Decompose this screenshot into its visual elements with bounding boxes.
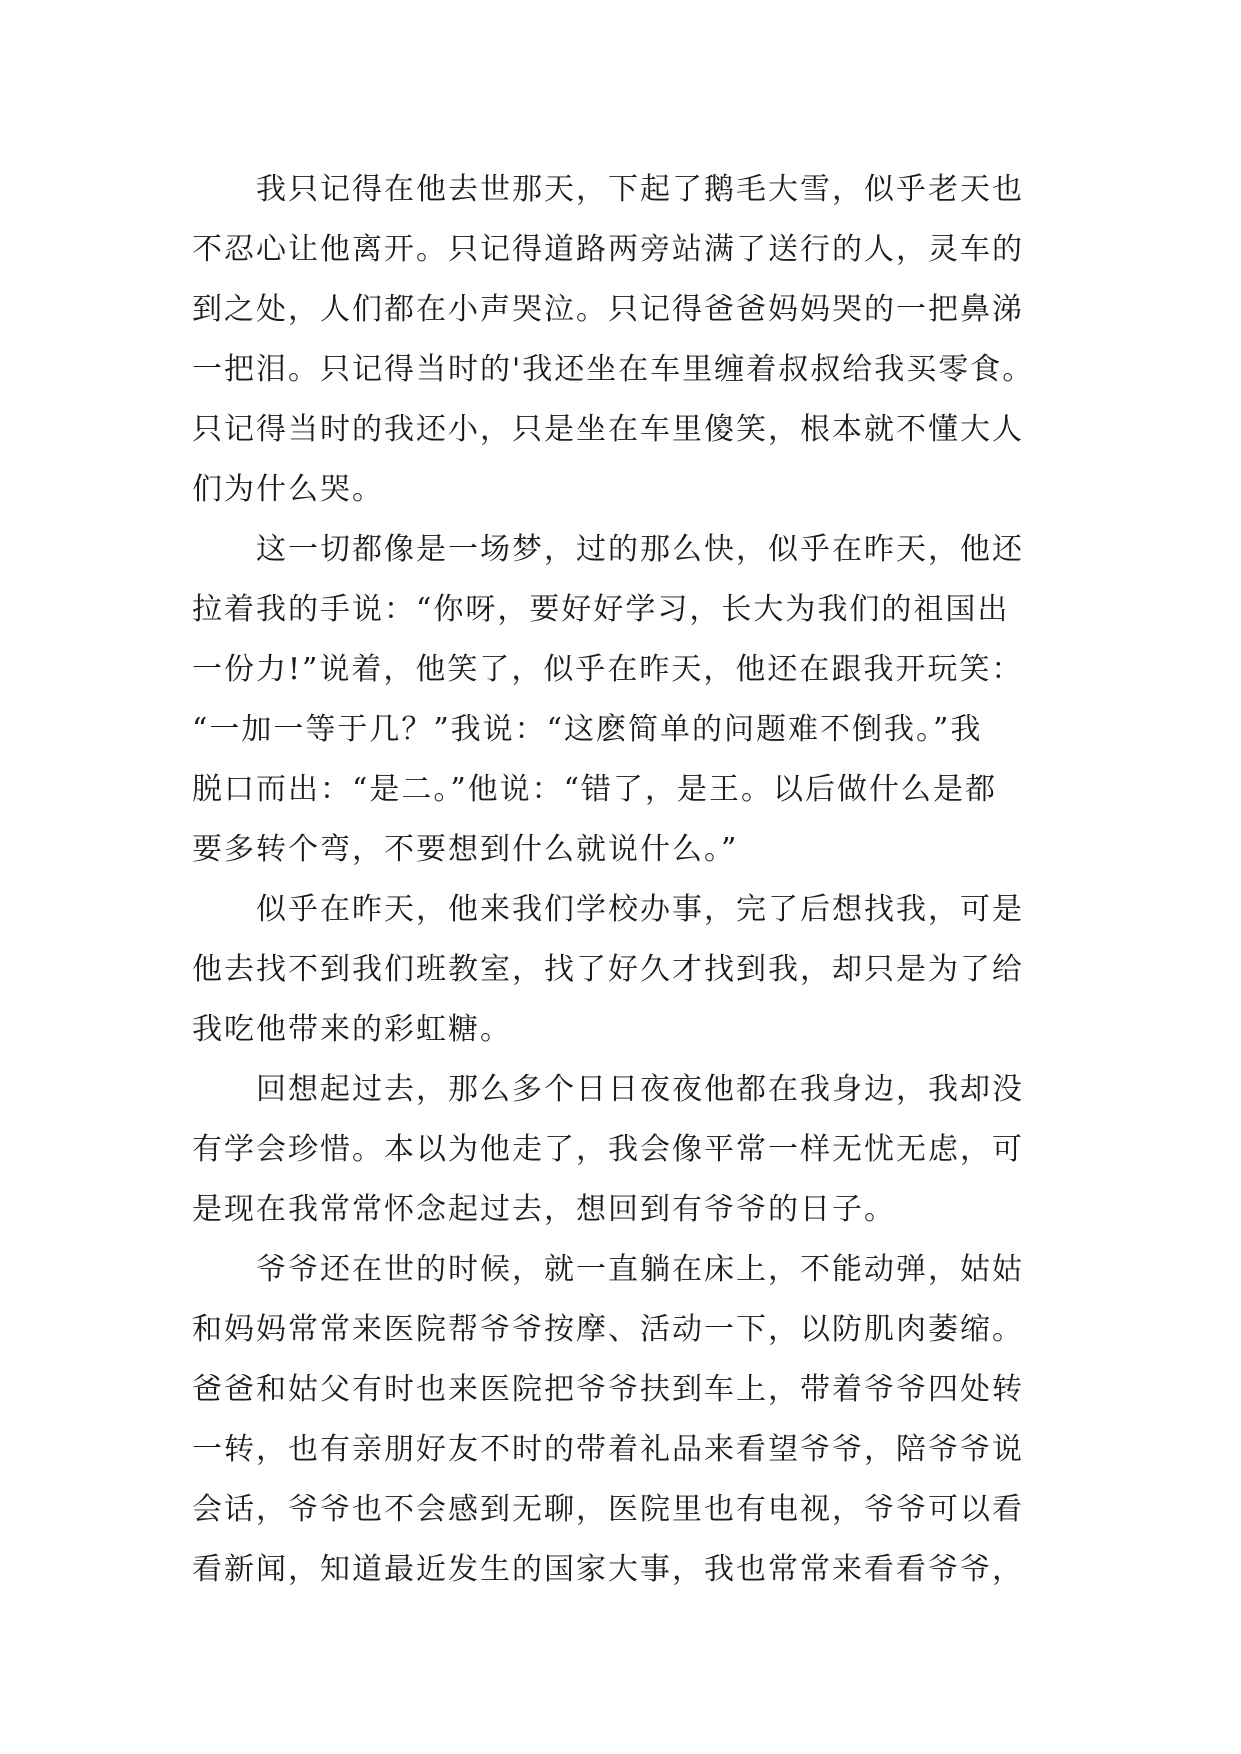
text-line: 不忍心让他离开。只记得道路两旁站满了送行的人，灵车的 (192, 232, 1024, 267)
body-text (192, 160, 1092, 1600)
text-line: 会话，爷爷也不会感到无聊，医院里也有电视，爷爷可以看 (192, 1492, 1024, 1527)
text-line: 一转，也有亲朋好友不时的带着礼品来看望爷爷，陪爷爷说 (192, 1432, 1024, 1467)
text-line: 似乎在昨天，他来我们学校办事，完了后想找我，可是 (256, 892, 1024, 927)
text-line: 我吃他带来的彩虹糖。 (192, 1012, 512, 1047)
text-line: 一份力!”说着，他笑了，似乎在昨天，他还在跟我开玩笑： (192, 652, 1024, 687)
text-line: 和妈妈常常来医院帮爷爷按摩、活动一下，以防肌肉萎缩。 (192, 1312, 1024, 1347)
text-line: 脱口而出：“是二。”他说：“错了，是王。以后做什么是都 (192, 772, 998, 807)
text-line: 们为什么哭。 (192, 472, 384, 507)
text-line: 拉着我的手说：“你呀，要好好学习，长大为我们的祖国出 (192, 592, 1010, 627)
text-line: 要多转个弯，不要想到什么就说什么。” (192, 832, 739, 867)
text-line: 是现在我常常怀念起过去，想回到有爷爷的日子。 (192, 1192, 896, 1227)
text-line: 我只记得在他去世那天，下起了鹅毛大雪，似乎老天也 (256, 172, 1024, 207)
text-line: 爸爸和姑父有时也来医院把爷爷扶到车上，带着爷爷四处转 (192, 1372, 1024, 1407)
text-line: “一加一等于几？”我说：“这麽简单的问题难不倒我。”我 (192, 712, 983, 747)
text-line: 爷爷还在世的时候，就一直躺在床上，不能动弹，姑姑 (256, 1252, 1024, 1287)
text-line: 只记得当时的我还小，只是坐在车里傻笑，根本就不懂大人 (192, 412, 1024, 447)
text-line: 一把泪。只记得当时的'我还坐在车里缠着叔叔给我买零食。 (192, 352, 1035, 387)
text-line: 看新闻，知道最近发生的国家大事，我也常常来看看爷爷， (192, 1552, 1024, 1587)
text-line: 有学会珍惜。本以为他走了，我会像平常一样无忧无虑，可 (192, 1132, 1024, 1167)
text-line: 这一切都像是一场梦，过的那么快，似乎在昨天，他还 (256, 532, 1024, 567)
text-line: 他去找不到我们班教室，找了好久才找到我，却只是为了给 (192, 952, 1024, 987)
text-line: 到之处，人们都在小声哭泣。只记得爸爸妈妈哭的一把鼻涕 (192, 292, 1024, 327)
text-line: 回想起过去，那么多个日日夜夜他都在我身边，我却没 (256, 1072, 1024, 1107)
